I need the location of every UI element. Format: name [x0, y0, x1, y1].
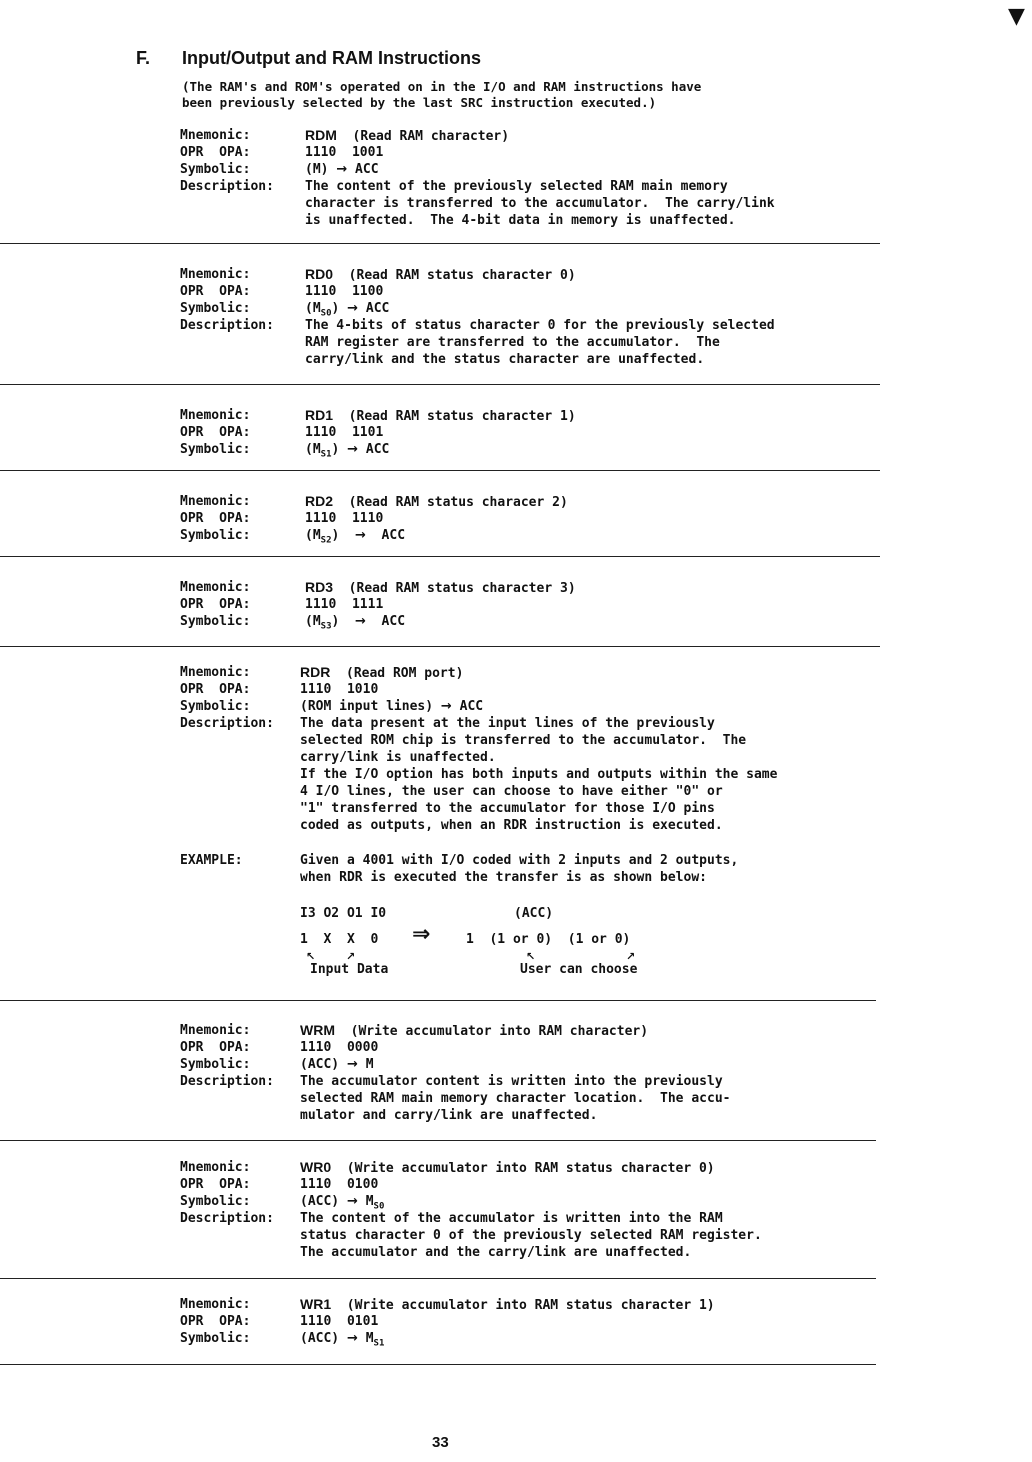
symbolic-value: $(M_{S1})$ → ACC	[305, 442, 390, 460]
separator	[0, 1140, 876, 1141]
instruction-name: (Read RAM status character 3)	[348, 581, 576, 596]
arrow-icon: →	[336, 162, 348, 177]
mnemonic-value	[305, 407, 576, 425]
opr-opa-label: OPR OPA:	[180, 1314, 251, 1329]
opcode-value: 1110 0100	[300, 1177, 379, 1192]
description-line: The 4-bits of status character 0 for the previously selected	[305, 318, 775, 333]
opcode-value: 1110 1100	[305, 284, 384, 299]
description-line: is unaffected. The 4-bit data in memory is unaffected.	[305, 213, 736, 228]
double-arrow-icon: ⇒	[412, 922, 431, 947]
instruction-name: (Read RAM status character 1)	[348, 409, 576, 424]
mnemonic-label: Mnemonic:	[180, 665, 251, 680]
instruction-name: (Write accumulator into RAM status character 0)	[346, 1161, 715, 1176]
intro-line-1: (The RAM's and ROM's operated on in the I/O and RAM instructions have	[182, 79, 702, 94]
description-line: selected RAM main memory character location. The accu-	[300, 1091, 731, 1106]
separator	[0, 646, 880, 647]
opr-opa-label: OPR OPA:	[180, 284, 251, 299]
symbolic-dest: ACC	[381, 528, 406, 543]
page-number: 33	[432, 1434, 449, 1451]
opr-opa-label: OPR OPA:	[180, 1040, 251, 1055]
example-acc-header: (ACC)	[514, 906, 554, 921]
opcode-value: 1110 1101	[305, 425, 384, 440]
mnemonic-label: Mnemonic:	[180, 267, 251, 282]
symbolic-source: (ACC)	[300, 1057, 340, 1072]
mnemonic-value	[305, 127, 509, 145]
arrow-icon: →	[346, 1057, 358, 1072]
symbolic-label: Symbolic:	[180, 1057, 251, 1072]
example-line: Given a 4001 with I/O coded with 2 inputs and 2 outputs,	[300, 853, 739, 868]
subscript: S1	[320, 449, 332, 460]
separator	[0, 1364, 876, 1365]
symbolic-source: (M	[305, 301, 321, 316]
arrow-icon: →	[354, 614, 366, 629]
instruction-name: (Read RAM character)	[352, 129, 510, 144]
subscript: S1	[373, 1338, 385, 1349]
arrow-icon: →	[347, 301, 359, 316]
separator	[0, 384, 880, 385]
small-arrow-icon: ↖	[526, 950, 536, 963]
mnemonic-code: RD2	[305, 493, 334, 509]
mnemonic-value	[300, 1022, 648, 1040]
mnemonic-code: RD3	[305, 579, 334, 595]
example-line: when RDR is executed the transfer is as shown below:	[300, 870, 707, 885]
mnemonic-code: RDR	[300, 664, 331, 680]
symbolic-source: (ROM input lines)	[300, 699, 434, 714]
symbolic-dest: ACC	[459, 699, 484, 714]
symbolic-label: Symbolic:	[180, 528, 251, 543]
small-arrow-icon: ↖	[306, 950, 316, 963]
symbolic-source: (M)	[305, 162, 329, 177]
intro-line-2: been previously selected by the last SRC instruction executed.)	[182, 95, 657, 110]
instruction-name: (Write accumulator into RAM character)	[350, 1024, 649, 1039]
instruction-name: (Write accumulator into RAM status character 1)	[346, 1298, 715, 1313]
description-line: "1" transferred to the accumulator for those I/O pins	[300, 801, 715, 816]
symbolic-dest: ACC	[381, 614, 406, 629]
symbolic-dest: ACC	[355, 162, 379, 177]
description-line: The accumulator content is written into the previously	[300, 1074, 723, 1089]
instruction-name: (Read RAM status characer 2)	[348, 495, 568, 510]
opcode-value: 1110 1001	[305, 145, 384, 160]
opcode-value: 1110 1111	[305, 597, 384, 612]
description-line: carry/link is unaffected.	[300, 750, 496, 765]
symbolic-dest: M	[365, 1194, 374, 1209]
opr-opa-label: OPR OPA:	[180, 425, 251, 440]
description-line: The content of the previously selected RAM main memory	[305, 179, 728, 194]
mnemonic-value	[300, 1159, 715, 1177]
user-choose-note: User can choose	[520, 962, 638, 977]
mnemonic-value	[300, 664, 463, 682]
opcode-value: 1110 1010	[300, 682, 379, 697]
separator	[0, 556, 880, 557]
symbolic-value: $(M_{S2})$ → ACC	[305, 528, 406, 546]
section-title: Input/Output and RAM Instructions	[182, 48, 481, 68]
symbolic-source: (M	[305, 528, 321, 543]
description-label: Description:	[180, 1074, 274, 1089]
arrow-icon: →	[346, 1331, 358, 1346]
description-line: coded as outputs, when an RDR instruction is executed.	[300, 818, 723, 833]
small-arrow-icon: ↗	[626, 950, 636, 963]
mnemonic-label: Mnemonic:	[180, 1160, 251, 1175]
symbolic-dest: M	[365, 1331, 374, 1346]
example-pins-values: 1 X X 0	[300, 932, 379, 947]
mnemonic-label: Mnemonic:	[180, 1297, 251, 1312]
description-line: If the I/O option has both inputs and outputs within the same	[300, 767, 778, 782]
section-intro	[182, 79, 701, 111]
symbolic-dest: ACC	[365, 442, 390, 457]
instruction-name: (Read ROM port)	[346, 666, 464, 681]
description-line: RAM register are transferred to the accumulator. The	[305, 335, 720, 350]
subscript: S2	[320, 535, 332, 546]
symbolic-value: $(M_{S0})$ → ACC	[305, 301, 390, 319]
description-line: status character 0 of the previously selected RAM register.	[300, 1228, 762, 1243]
symbolic-label: Symbolic:	[180, 699, 251, 714]
mnemonic-value	[305, 266, 576, 284]
separator	[0, 243, 880, 244]
section-letter: F.	[136, 48, 151, 68]
mnemonic-code: WR1	[300, 1296, 332, 1312]
separator	[0, 470, 880, 471]
mnemonic-label: Mnemonic:	[180, 494, 251, 509]
description-line: The accumulator and the carry/link are unaffected.	[300, 1245, 692, 1260]
opcode-value: 1110 0000	[300, 1040, 379, 1055]
mnemonic-label: Mnemonic:	[180, 128, 251, 143]
example-label: EXAMPLE:	[180, 853, 243, 868]
arrow-icon: →	[440, 699, 452, 714]
opr-opa-label: OPR OPA:	[180, 597, 251, 612]
separator	[0, 1000, 876, 1001]
opcode-value: 1110 1110	[305, 511, 384, 526]
arrow-icon: →	[346, 1194, 358, 1209]
mnemonic-label: Mnemonic:	[180, 408, 251, 423]
mnemonic-value	[305, 579, 576, 597]
opcode-value: 1110 0101	[300, 1314, 379, 1329]
arrow-icon: →	[354, 528, 366, 543]
mnemonic-label: Mnemonic:	[180, 1023, 251, 1038]
description-label: Description:	[180, 1211, 274, 1226]
symbolic-label: Symbolic:	[180, 162, 251, 177]
description-line: selected ROM chip is transferred to the accumulator. The	[300, 733, 747, 748]
corner-mark: ▼	[1008, 4, 1025, 29]
symbolic-source: (M	[305, 442, 321, 457]
example-acc-values: 1 (1 or 0) (1 or 0)	[466, 932, 631, 947]
subscript: S0	[320, 308, 332, 319]
symbolic-dest: M	[365, 1057, 374, 1072]
opr-opa-label: OPR OPA:	[180, 145, 251, 160]
symbolic-value	[305, 161, 379, 178]
symbolic-dest: ACC	[365, 301, 390, 316]
description-line: carry/link and the status character are unaffected.	[305, 352, 705, 367]
symbolic-value: $(M_{S3})$ → ACC	[305, 614, 406, 632]
mnemonic-value	[305, 493, 568, 511]
mnemonic-code: WRM	[300, 1022, 335, 1038]
opr-opa-label: OPR OPA:	[180, 682, 251, 697]
symbolic-label: Symbolic:	[180, 614, 251, 629]
subscript: S3	[320, 621, 332, 632]
symbolic-source: (M	[305, 614, 321, 629]
input-data-note: Input Data	[310, 962, 389, 977]
opr-opa-label: OPR OPA:	[180, 1177, 251, 1192]
symbolic-label: Symbolic:	[180, 301, 251, 316]
description-line: mulator and carry/link are unaffected.	[300, 1108, 598, 1123]
instruction-name: (Read RAM status character 0)	[348, 268, 576, 283]
description-line: The content of the accumulator is written into the RAM	[300, 1211, 723, 1226]
symbolic-value	[300, 1330, 384, 1353]
arrow-icon: →	[347, 442, 359, 457]
mnemonic-code: WR0	[300, 1159, 332, 1175]
description-label: Description:	[180, 318, 274, 333]
subscript: S0	[373, 1201, 385, 1212]
mnemonic-code: RD0	[305, 266, 334, 282]
symbolic-source: (ACC)	[300, 1331, 340, 1346]
mnemonic-value	[300, 1296, 715, 1314]
opr-opa-label: OPR OPA:	[180, 511, 251, 526]
description-label: Description:	[180, 179, 274, 194]
mnemonic-code: RD1	[305, 407, 334, 423]
symbolic-label: Symbolic:	[180, 1194, 251, 1209]
mnemonic-label: Mnemonic:	[180, 580, 251, 595]
symbolic-label: Symbolic:	[180, 442, 251, 457]
symbolic-source: (ACC)	[300, 1194, 340, 1209]
symbolic-value	[300, 1056, 374, 1073]
small-arrow-icon: ↗	[346, 950, 356, 963]
symbolic-label: Symbolic:	[180, 1331, 251, 1346]
separator	[0, 1278, 876, 1279]
description-line: 4 I/O lines, the user can choose to have either "0" or	[300, 784, 723, 799]
symbolic-value	[300, 698, 483, 715]
description-line: character is transferred to the accumulator. The carry/link	[305, 196, 775, 211]
example-pins-header: I3 O2 O1 I0	[300, 906, 387, 921]
description-label: Description:	[180, 716, 274, 731]
mnemonic-code: RDM	[305, 127, 337, 143]
description-line: The data present at the input lines of the previously	[300, 716, 715, 731]
